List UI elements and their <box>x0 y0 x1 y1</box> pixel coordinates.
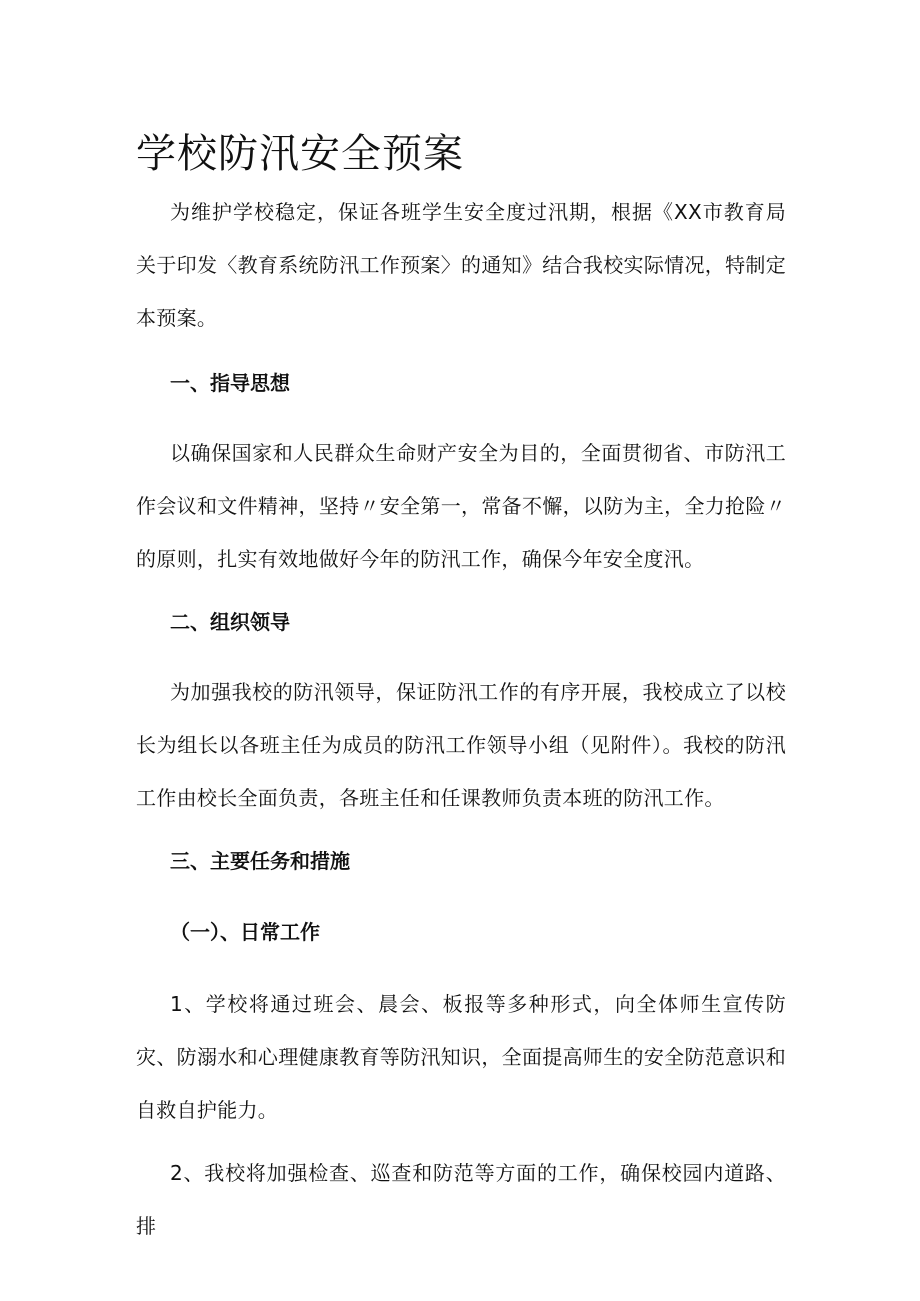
section-heading-tasks-measures: 三、主要任务和措施 <box>170 849 350 873</box>
document-title: 学校防汛安全预案 <box>136 131 464 177</box>
section-body-organization: 为加强我校的防汛领导，保证防汛工作的有序开展，我校成立了以校长为组长以各班主任为成员的防汛工作领导小组（见附件）。我校的防汛工作由校长全面负责，各班主任和任课教师负责本班的防汛工作。 <box>136 680 786 810</box>
list-item: 2、我校将加强检查、巡查和防范等方面的工作，确保校园内道路、排 <box>136 1161 786 1238</box>
intro-paragraph: 为维护学校稳定，保证各班学生安全度过汛期，根据《XX市教育局关于印发〈教育系统防汛工作预案〉的通知》结合我校实际情况，特制定本预案。 <box>136 200 786 330</box>
section-body-guiding-ideology: 以确保国家和人民群众生命财产安全为目的，全面贯彻省、市防汛工作会议和文件精神，坚持〃安全第一，常备不懈，以防为主，全力抢险〃的原则，扎实有效地做好今年的防汛工作，确保今年安全度汛。 <box>136 441 786 571</box>
section-heading-guiding-ideology: 一、指导思想 <box>170 371 290 395</box>
list-item: 1、学校将通过班会、晨会、板报等多种形式，向全体师生宣传防灾、防溺水和心理健康教育等防汛知识，全面提高师生的安全防范意识和自救自护能力。 <box>136 992 786 1122</box>
section-heading-organization: 二、组织领导 <box>170 610 290 634</box>
subsection-heading-daily-work: （一）、日常工作 <box>170 920 320 944</box>
